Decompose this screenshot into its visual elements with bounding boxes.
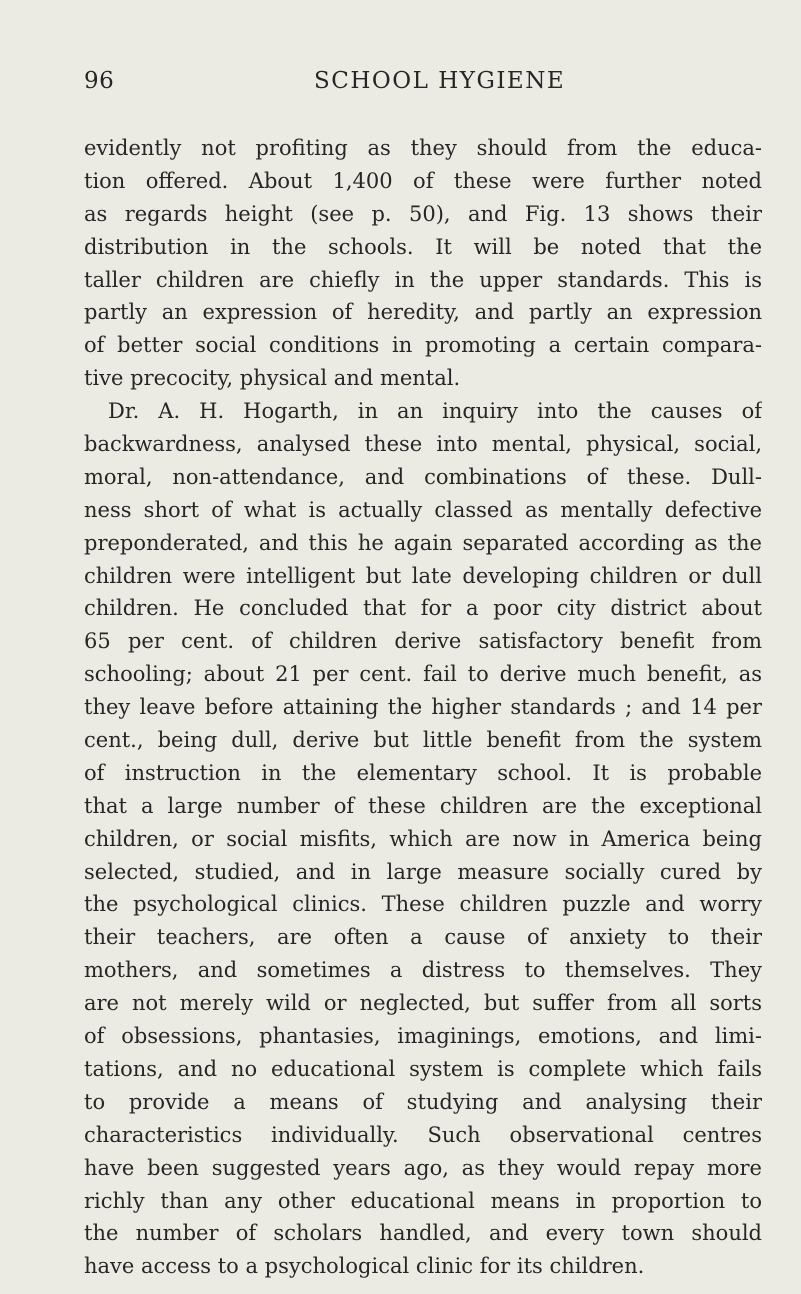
text-line: Dr. A. H. Hogarth, in an inquiry into the causes of: [108, 399, 762, 424]
page-header: [84, 68, 762, 108]
text-line: of obsessions, phantasies, imaginings, emotions, and limi-: [84, 1024, 762, 1049]
running-title: SCHOOL HYGIENE: [314, 68, 566, 94]
text-line: cent., being dull, derive but little benefit from the system: [84, 728, 762, 753]
text-line: tations, and no educational system is complete which fails: [84, 1056, 762, 1081]
text-line: the number of scholars handled, and every town should: [84, 1221, 762, 1246]
text-line: children were intelligent but late developing children or dull: [84, 563, 762, 588]
text-line: the psychological clinics. These children puzzle and worry: [84, 892, 762, 917]
text-line: as regards height (see p. 50), and Fig. 13 shows their: [84, 201, 762, 226]
text-line: tive precocity, physical and mental.: [84, 366, 461, 391]
text-line: tion offered. About 1,400 of these were further noted: [84, 168, 762, 193]
text-line: mothers, and sometimes a distress to themselves. They: [84, 958, 762, 983]
text-line: preponderated, and this he again separated according as the: [84, 530, 762, 555]
text-line: backwardness, analysed these into mental, physical, social,: [84, 432, 762, 457]
text-line: distribution in the schools. It will be noted that the: [84, 234, 762, 259]
text-line: children, or social misfits, which are now in America being: [84, 826, 762, 851]
text-line: of better social conditions in promoting a certain compara-: [84, 333, 762, 358]
text-line: selected, studied, and in large measure socially cured by: [84, 859, 762, 884]
text-line: schooling; about 21 per cent. fail to derive much benefit, as: [84, 662, 762, 687]
text-line: they leave before attaining the higher standards ; and 14 per: [84, 695, 762, 720]
text-line: children. He concluded that for a poor city district about: [84, 596, 762, 621]
text-line: evidently not profiting as they should from the educa-: [84, 136, 762, 160]
page-number: 96: [84, 68, 115, 94]
text-line: characteristics individually. Such observational centres: [84, 1122, 762, 1147]
text-line: 65 per cent. of children derive satisfactory benefit from: [84, 629, 762, 654]
text-line: partly an expression of heredity, and partly an expression: [84, 300, 762, 325]
text-line: their teachers, are often a cause of anxiety to their: [84, 925, 762, 950]
text-line: to provide a means of studying and analysing their: [84, 1089, 762, 1114]
text-line: have been suggested years ago, as they would repay more: [84, 1155, 762, 1180]
text-line: of instruction in the elementary school. It is probable: [84, 760, 762, 785]
text-line: are not merely wild or neglected, but suffer from all sorts: [84, 991, 762, 1016]
text-line: richly than any other educational means in proportion to: [84, 1188, 762, 1213]
text-line: taller children are chiefly in the upper standards. This is: [84, 267, 762, 292]
text-line: ness short of what is actually classed as mentally defective: [84, 497, 762, 522]
text-line: moral, non-attendance, and combinations of these. Dull-: [84, 464, 762, 489]
text-line: have access to a psychological clinic for its children.: [84, 1254, 645, 1279]
body-text: [84, 132, 762, 1283]
text-line: that a large number of these children are the exceptional: [84, 793, 762, 818]
